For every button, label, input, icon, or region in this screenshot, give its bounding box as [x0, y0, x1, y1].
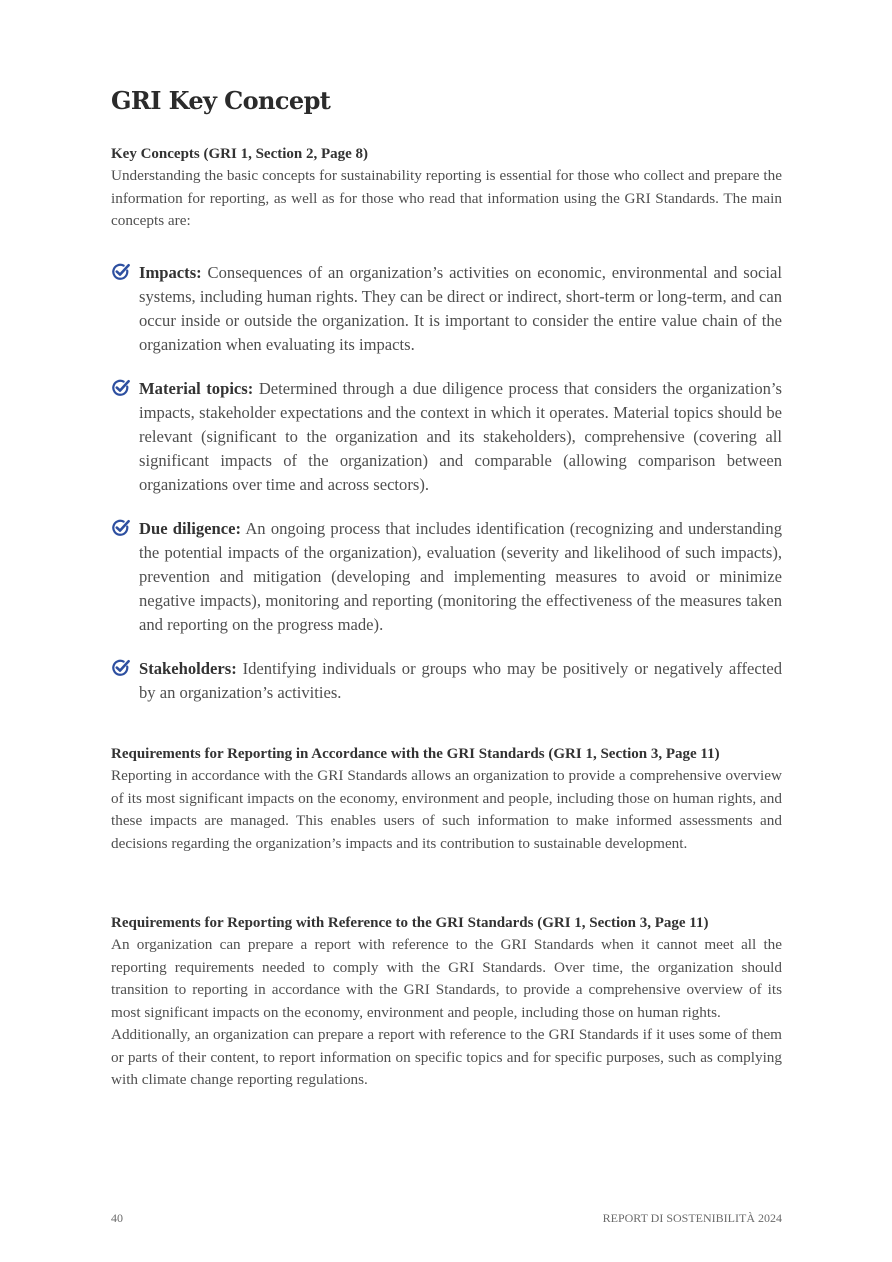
key-concepts-section — [111, 143, 782, 233]
concept-description: Determined through a due diligence process that considers the organization’s impacts, stakeholder expectations and the context in which it operates. Material topics should be relevant (significant to the organization and its stakeholders), comprehensive (covering all significant impacts of the organization) and comparable (allowing comparison between organizations over time and across sectors). — [139, 379, 782, 494]
page-number: 40 — [111, 1211, 123, 1225]
section-heading: Requirements for Reporting in Accordance with the GRI Standards (GRI 1, Section 3, Page 11) — [111, 746, 720, 762]
check-circle-icon — [111, 518, 131, 538]
concept-term: Impacts: — [139, 263, 202, 282]
list-item-material-topics — [111, 377, 782, 497]
section-paragraph: Additionally, an organization can prepare a report with reference to the GRI Standards if it uses some of them or parts of their content, to report information on specific topics and for specific purposes, such as complying with climate change reporting regulations. — [111, 1026, 782, 1088]
concept-term: Material topics: — [139, 379, 254, 398]
check-circle-icon — [111, 262, 131, 282]
concept-term: Stakeholders: — [139, 659, 237, 678]
concept-description: Consequences of an organization’s activities on economic, environmental and social systems, including human rights. They can be direct or indirect, short-term or long-term, and can occur inside or outside the organization. It is important to consider the entire value chain of the organization when evaluating its impacts. — [139, 263, 782, 354]
concepts-list — [111, 261, 782, 725]
section-heading: Key Concepts (GRI 1, Section 2, Page 8) — [111, 146, 369, 162]
list-item-impacts — [111, 261, 782, 357]
accordance-section — [111, 743, 782, 855]
check-circle-icon — [111, 658, 131, 678]
check-circle-icon — [111, 378, 131, 398]
section-paragraph: An organization can prepare a report with reference to the GRI Standards when it cannot meet all the reporting requirements needed to comply with the GRI Standards. Over time, the organization should transition to reporting in accordance with the GRI Standards, to provide a comprehensive overview of its most significant impacts on the economy, environment and people, including those on human rights. — [111, 936, 782, 1021]
concept-description: Identifying individuals or groups who may be positively or negatively affected by an organization’s activities. — [139, 659, 782, 702]
list-item-due-diligence — [111, 517, 782, 637]
section-heading: Requirements for Reporting with Reference to the GRI Standards (GRI 1, Section 3, Page 11) — [111, 915, 709, 931]
concept-description: An ongoing process that includes identification (recognizing and understanding the potential impacts of the organization), evaluation (severity and likelihood of such impacts), prevention and mitigation (developing and implementing measures to avoid or minimize negative impacts), monitoring and reporting (monitoring the effectiveness of the measures taken and reporting on the progress made). — [139, 519, 782, 634]
page-title: GRI Key Concept — [111, 86, 331, 115]
section-paragraph: Reporting in accordance with the GRI Standards allows an organization to provide a comprehensive overview of its most significant impacts on the economy, environment and people, including those on human rights, and these impacts are managed. This enables users of such information to make informed assessments and decisions regarding the organization’s impacts and its contribution to sustainable development. — [111, 767, 782, 852]
report-name: REPORT DI SOSTENIBILITÀ 2024 — [602, 1211, 782, 1225]
list-item-stakeholders — [111, 657, 782, 705]
section-paragraph: Understanding the basic concepts for sustainability reporting is essential for those who collect and prepare the information for reporting, as well as for those who read that information using the GRI Standards. The main concepts are: — [111, 167, 782, 229]
concept-term: Due diligence: — [139, 519, 242, 538]
reference-section — [111, 912, 782, 1092]
